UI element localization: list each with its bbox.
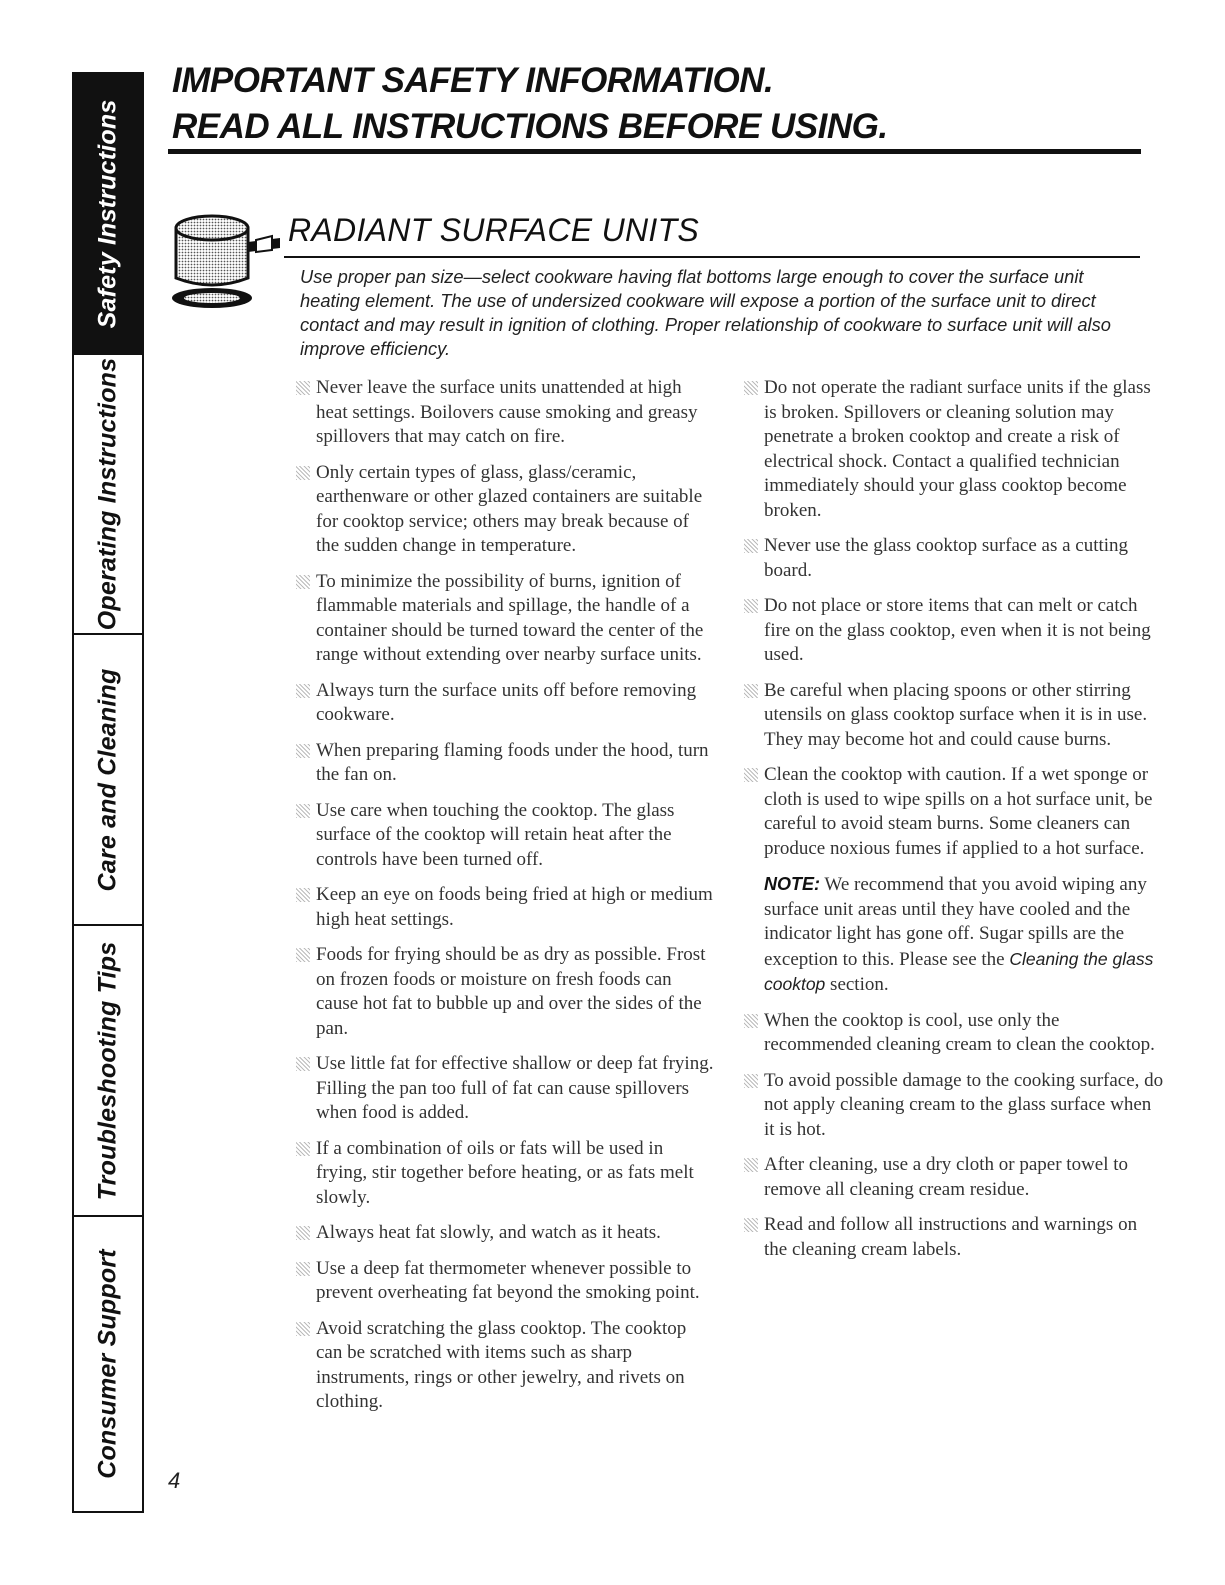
tab-operating-instructions[interactable] [72,355,144,635]
list-item [286,1317,716,1415]
cooking-pot-icon [172,200,284,312]
bullet-icon [296,684,310,698]
bullet-icon [296,744,310,758]
list-item-text: Read and follow all instructions and warnings on the cleaning cream labels. [764,1214,1138,1260]
bullet-icon [744,1014,758,1028]
list-item-text: After cleaning, use a dry cloth or paper towel to remove all cleaning cream residue. [764,1154,1129,1200]
list-item [734,1213,1164,1262]
bullet-icon [744,1158,758,1172]
bullet-icon [296,1057,310,1071]
list-item-text: Never use the glass cooktop surface as a cutting board. [764,535,1129,581]
bullet-icon [744,381,758,395]
list-item [734,534,1164,583]
bullet-icon [296,948,310,962]
list-item [286,461,716,559]
bullet-icon [296,1226,310,1240]
list-item-text: To avoid possible damage to the cooking surface, do not apply cleaning cream to the glass surface when it is hot. [764,1069,1164,1140]
list-item [734,1009,1164,1058]
tab-care-and-cleaning[interactable] [72,635,144,926]
tab-label: Troubleshooting Tips [93,941,122,1200]
list-item-text: Use care when touching the cooktop. The glass surface of the cooktop will retain heat after the controls have been turned off. [316,799,675,870]
list-item [286,376,716,450]
note-text: We recommend that you avoid wiping any surface unit areas until they have cooled and the indicator light has gone off. Sugar spills are the exception to this. Please see the [764,874,1147,970]
list-item [286,1052,716,1126]
section-tabs [72,72,146,1513]
section-divider [284,256,1140,258]
list-item [286,799,716,873]
list-item-text: Use little fat for effective shallow or deep fat frying. Filling the pan too full of fat can cause spillovers when food is added. [316,1053,714,1123]
bullet-icon [744,768,758,782]
bullet-icon [296,1322,310,1336]
list-item [286,1137,716,1211]
list-item-text: To minimize the possibility of burns, ignition of flammable materials and spillage, the handle of a container should be turned toward the center of the range without extending over nearby surface units. [316,570,704,665]
note-reference: Cleaning the glass cooktop [764,948,1154,994]
list-item-text: Do not place or store items that can melt or catch fire on the glass cooktop, even when it is not being used. [764,595,1151,665]
section-intro: Use proper pan size—select cookware having flat bottoms large enough to cover the surface unit heating element. The use of undersized cookware will expose a portion of the surface unit to direct contact and may result in ignition of clothing. Proper relationship of cookware to surface unit will also improve efficiency. [300,266,1111,359]
bullet-icon [744,684,758,698]
page-header [172,58,888,150]
left-column [286,376,716,1426]
header-line-1: IMPORTANT SAFETY INFORMATION. [172,61,774,100]
bullet-icon [296,1262,310,1276]
list-item [734,376,1164,523]
header-divider [168,149,1141,154]
list-item [734,1153,1164,1202]
list-item-text: Foods for frying should be as dry as possible. Frost on frozen foods or moisture on fresh foods can cause hot fat to bubble up and over the sides of the pan. [316,944,706,1039]
page-number: 4 [168,1468,181,1493]
note-text-end: section. [830,974,889,995]
bullet-icon [744,1218,758,1232]
right-column [734,376,1164,1273]
list-item-text: When the cooktop is cool, use only the recommended cleaning cream to clean the cooktop. [764,1009,1155,1055]
list-item [286,1257,716,1306]
bullet-icon [296,466,310,480]
bullet-icon [296,381,310,395]
tab-safety-instructions[interactable] [72,72,144,355]
list-item-text: Avoid scratching the glass cooktop. The cooktop can be scratched with items such as sharp instruments, rings or other jewelry, and rivets on clothing. [316,1317,687,1412]
note-paragraph [734,872,1164,998]
list-item [286,739,716,788]
bullet-icon [744,539,758,553]
bullet-icon [296,888,310,902]
list-item-text: Be careful when placing spoons or other stirring utensils on glass cooktop surface when it is in use. They may become hot and could cause burns. [764,679,1148,750]
list-item [286,943,716,1041]
list-item-text: Always heat fat slowly, and watch as it heats. [316,1222,661,1243]
tab-troubleshooting-tips[interactable] [72,926,144,1217]
list-item [286,883,716,932]
tab-label: Safety Instructions [93,99,122,328]
list-item [734,763,1164,861]
bullet-icon [744,599,758,613]
list-item [734,1069,1164,1143]
note-label: NOTE: [764,874,820,894]
list-item-text: Only certain types of glass, glass/ceramic, earthenware or other glazed containers are suitable for cooktop service; others may break because of the sudden change in temperature. [316,461,703,556]
list-item [286,570,716,668]
bullet-icon [744,1074,758,1088]
list-item [286,679,716,728]
tab-consumer-support[interactable] [72,1217,144,1513]
header-line-2: READ ALL INSTRUCTIONS BEFORE USING. [172,107,888,146]
list-item [734,679,1164,753]
list-item-text: Keep an eye on foods being fried at high or medium high heat settings. [316,884,713,930]
list-item-text: When preparing flaming foods under the hood, turn the fan on. [316,739,709,785]
tab-label: Consumer Support [93,1249,122,1479]
bullet-icon [296,804,310,818]
list-item-text: Do not operate the radiant surface units if the glass is broken. Spillovers or cleaning solution may penetrate a broken cooktop and create a risk of electrical shock. Contact a qualified technician immediately should your glass cooktop become broken. [764,377,1151,521]
bullet-icon [296,1142,310,1156]
tab-label: Operating Instructions [93,357,122,631]
list-item-text: Use a deep fat thermometer whenever possible to prevent overheating fat beyond the smoking point. [316,1257,700,1303]
tab-label: Care and Cleaning [93,668,122,891]
bullet-icon [296,575,310,589]
section-title: RADIANT SURFACE UNITS [288,212,700,248]
list-item-text: Never leave the surface units unattended at high heat settings. Boilovers cause smoking and greasy spillovers that may catch on fire. [316,377,698,447]
list-item [286,1221,716,1246]
list-item-text: Always turn the surface units off before removing cookware. [316,679,697,725]
list-item [734,594,1164,668]
list-item-text: Clean the cooktop with caution. If a wet sponge or cloth is used to wipe spills on a hot surface unit, be careful to avoid steam burns. Some cleaners can produce noxious fumes if applied to a hot surface. [764,764,1153,859]
list-item-text: If a combination of oils or fats will be used in frying, stir together before heating, or as fats melt slowly. [316,1137,694,1208]
